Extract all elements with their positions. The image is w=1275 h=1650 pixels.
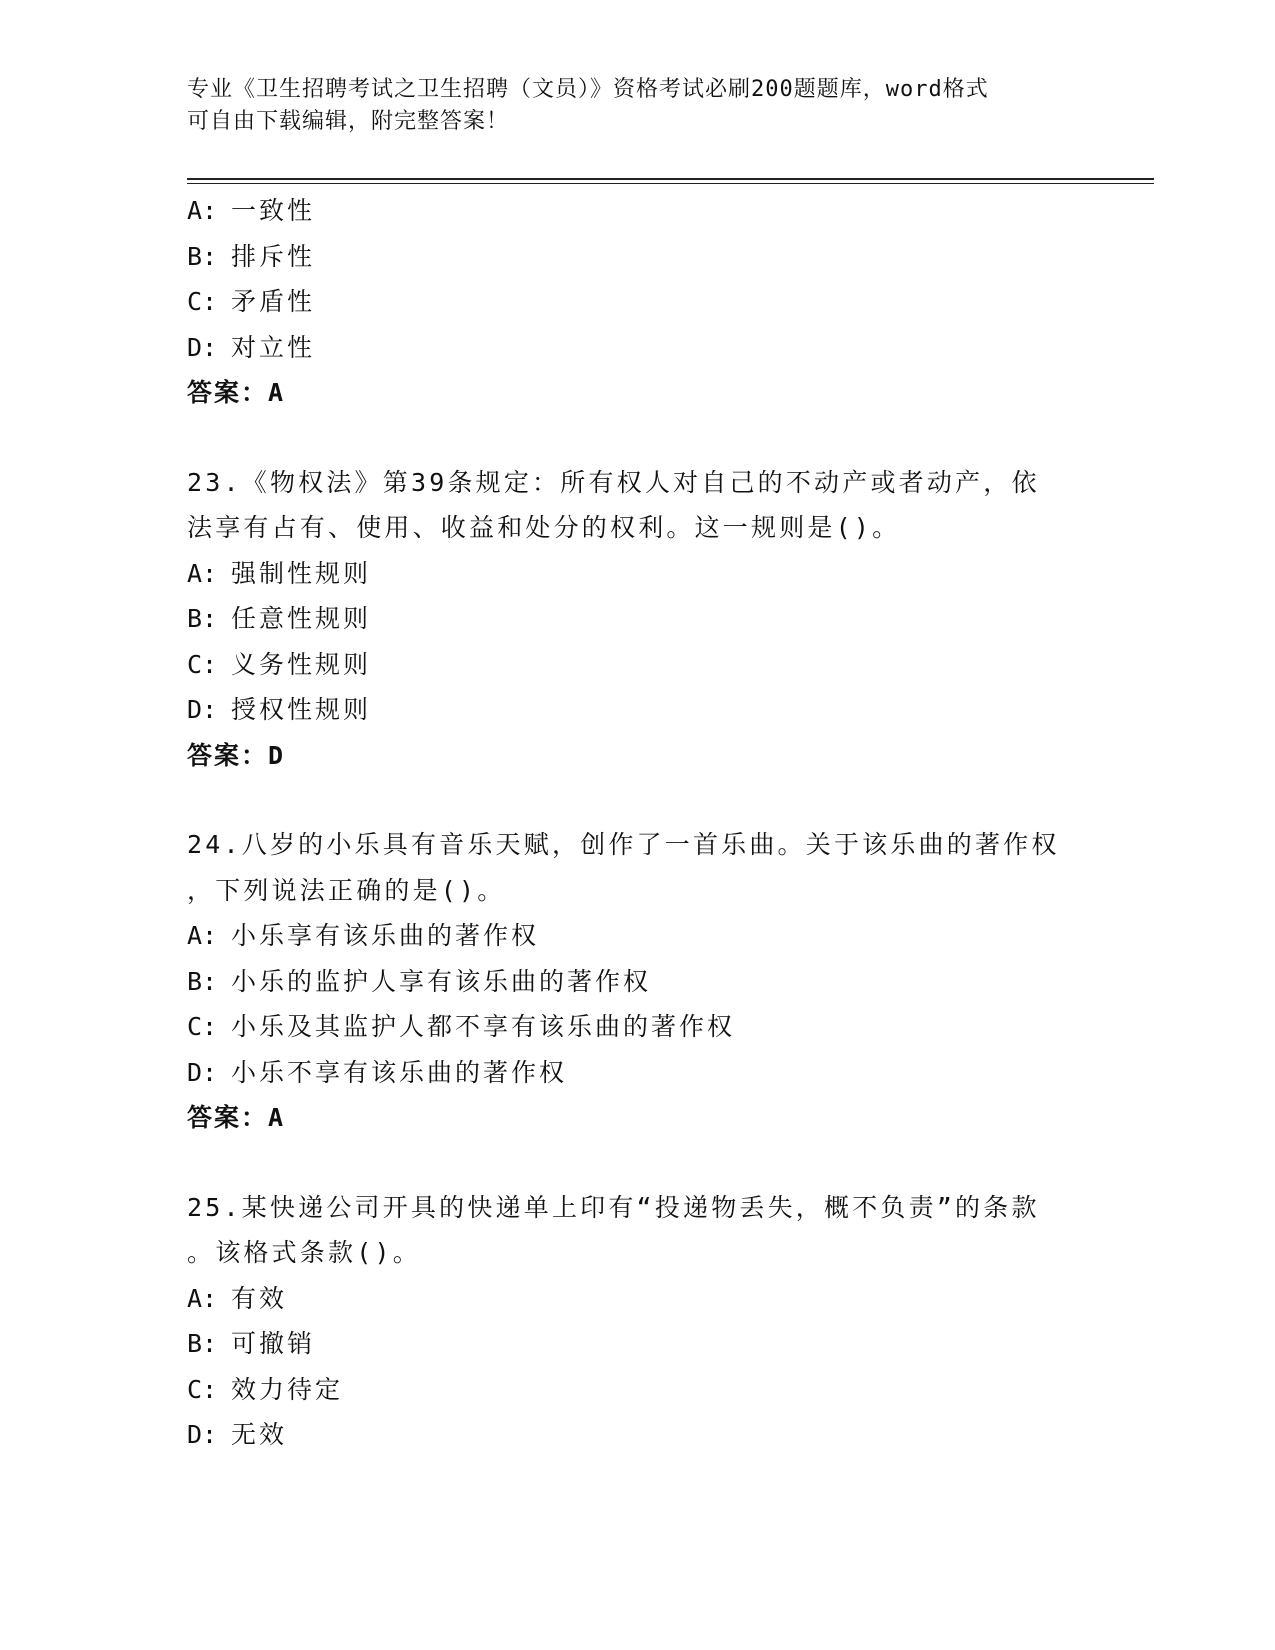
header-line-1: 专业《卫生招聘考试之卫生招聘（文员）》资格考试必刷200题题库，word格式: [187, 77, 989, 102]
option-text: 可撤销: [231, 1329, 316, 1358]
option-text: 小乐及其监护人都不享有该乐曲的著作权: [231, 1012, 736, 1041]
header-line-2: 可自由下载编辑，附完整答案！: [187, 109, 510, 134]
option-text: 一致性: [231, 196, 316, 225]
option-text: 小乐的监护人享有该乐曲的著作权: [231, 966, 652, 996]
question-stem-line-1: 25.某快递公司开具的快递单上印有“投递物丢失，概不负责”的条款: [187, 1192, 1040, 1222]
option-c: [187, 1367, 1087, 1413]
answer-line: 答案：A: [187, 1103, 286, 1132]
option-text: 小乐享有该乐曲的著作权: [231, 921, 540, 950]
option-text: 矛盾性: [231, 287, 316, 316]
option-a: [187, 913, 1087, 959]
option-c: [187, 1004, 1087, 1050]
option-letter: C:: [187, 1374, 218, 1404]
question-stem-line-2: 。该格式条款()。: [187, 1238, 421, 1267]
question-23: [187, 460, 1087, 779]
option-letter: B:: [187, 241, 218, 271]
option-letter: C:: [187, 1012, 218, 1041]
option-c: [187, 279, 1087, 325]
option-text: 有效: [231, 1283, 288, 1313]
option-text: 强制性规则: [231, 558, 372, 588]
option-b: [187, 1321, 1087, 1367]
option-b: [187, 596, 1087, 642]
option-text: 效力待定: [231, 1374, 344, 1404]
option-letter: A:: [187, 558, 218, 588]
question-22-continued: [187, 188, 1087, 416]
header-divider: [187, 178, 1154, 184]
option-letter: A:: [187, 1283, 218, 1313]
option-letter: C:: [187, 287, 218, 316]
option-text: 授权性规则: [231, 695, 372, 724]
option-text: 排斥性: [231, 241, 316, 271]
option-letter: B:: [187, 966, 218, 996]
option-text: 对立性: [231, 332, 316, 362]
document-body: [187, 188, 1087, 1458]
option-d: [187, 687, 1087, 733]
question-stem-line-1: 24.八岁的小乐具有音乐天赋，创作了一首乐曲。关于该乐曲的著作权: [187, 830, 1060, 859]
option-letter: A:: [187, 196, 218, 225]
option-letter: B:: [187, 1329, 218, 1358]
question-stem-line-2: ，下列说法正确的是()。: [187, 875, 506, 905]
option-d: [187, 1050, 1087, 1096]
option-d: [187, 325, 1087, 371]
option-letter: D:: [187, 332, 218, 362]
question-stem-line-2: 法享有占有、使用、收益和处分的权利。这一规则是()。: [187, 513, 901, 542]
option-letter: D:: [187, 1420, 218, 1449]
option-letter: D:: [187, 695, 218, 724]
option-a: [187, 188, 1087, 234]
option-a: [187, 1276, 1087, 1322]
question-25: [187, 1185, 1087, 1458]
option-a: [187, 551, 1087, 597]
option-letter: A:: [187, 921, 218, 950]
option-text: 义务性规则: [231, 649, 372, 679]
question-stem-line-1: 23.《物权法》第39条规定：所有权人对自己的不动产或者动产，依: [187, 467, 1040, 497]
page-header: [187, 74, 1067, 138]
option-d: [187, 1412, 1087, 1458]
option-b: [187, 234, 1087, 280]
option-c: [187, 642, 1087, 688]
answer-line: 答案：D: [187, 740, 286, 770]
option-text: 小乐不享有该乐曲的著作权: [231, 1057, 568, 1087]
option-letter: B:: [187, 604, 218, 633]
option-letter: D:: [187, 1057, 218, 1087]
option-letter: C:: [187, 649, 218, 679]
option-text: 无效: [231, 1420, 288, 1449]
option-b: [187, 959, 1087, 1005]
option-text: 任意性规则: [231, 604, 372, 633]
question-24: [187, 822, 1087, 1141]
answer-line: 答案：A: [187, 378, 286, 407]
